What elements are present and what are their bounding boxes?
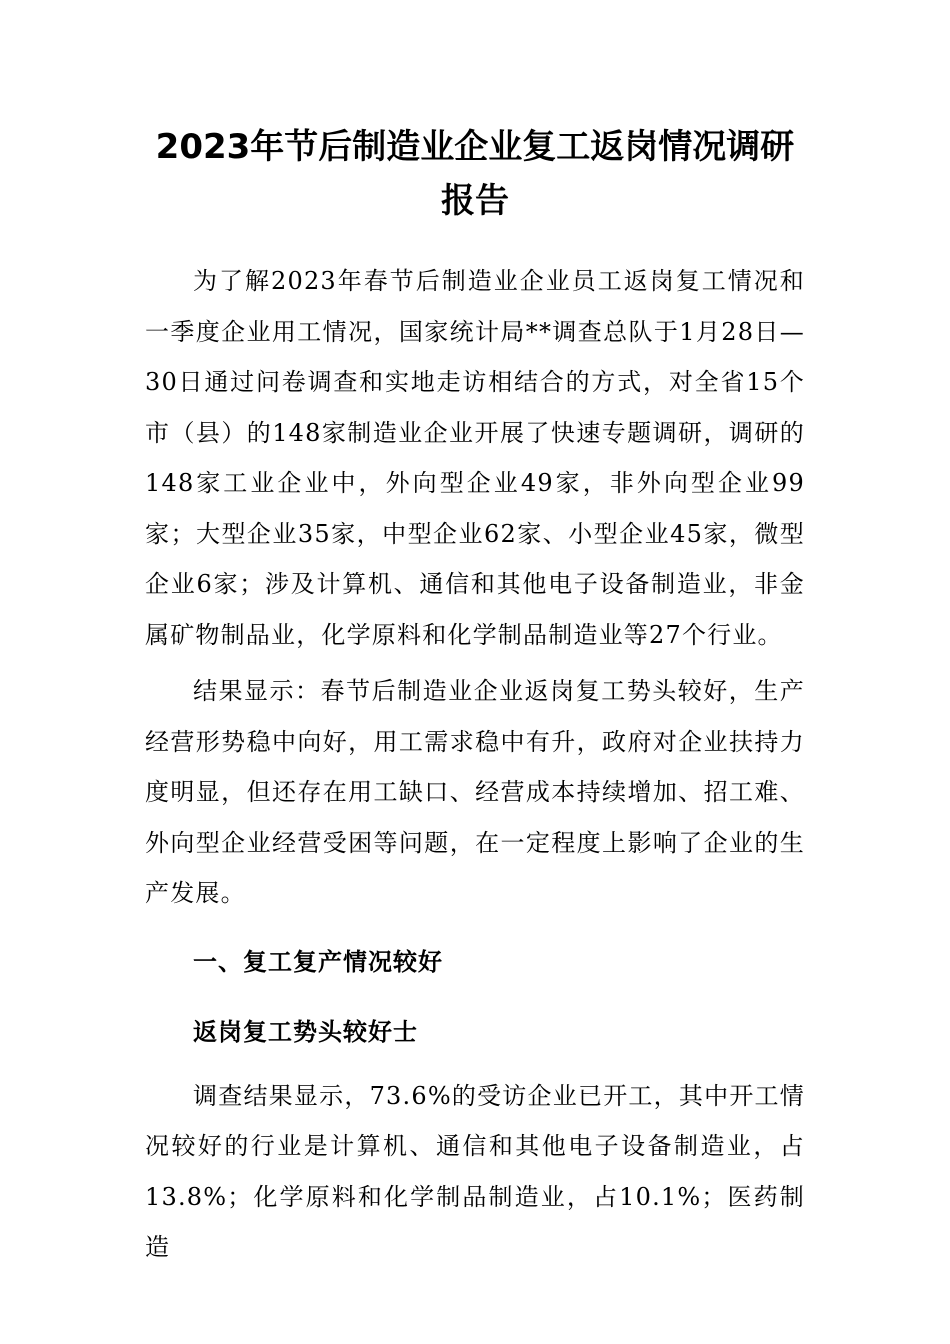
- survey-result-paragraph: 调查结果显示，73.6%的受访企业已开工，其中开工情况较好的行业是计算机、通信和其他电子设备制造业，占13.8%；化学原料和化学制品制造业，占10.1%；医药制造: [145, 1081, 805, 1261]
- summary-paragraph: 结果显示：春节后制造业企业返岗复工势头较好，生产经营形势稳中向好，用工需求稳中有升，政府对企业扶持力度明显，但还存在用工缺口、经营成本持续增加、招工难、外向型企业经营受困等问题，在一定程度上影响了企业的生产发展。: [145, 677, 805, 907]
- intro-paragraph: 为了解2023年春节后制造业企业员工返岗复工情况和一季度企业用工情况，国家统计局**调查总队于1月28日—30日通过问卷调查和实地走访相结合的方式，对全省15个市（县）的148家制造业企业开展了快速专题调研，调研的148家工业企业中，外向型企业49家，非外向型企业99家；大型企业35家，中型企业62家、小型企业45家，微型企业6家；涉及计算机、通信和其他电子设备制造业，非金属矿物制品业，化学原料和化学制品制造业等27个行业。: [145, 267, 805, 649]
- document-title: [145, 120, 805, 228]
- subsection-heading-1: 返岗复工势头较好士: [193, 1017, 418, 1046]
- title-line-1: 2023年节后制造业企业复工返岗情况调研: [155, 127, 795, 167]
- title-line-2: 报告: [441, 181, 509, 221]
- document-page: [145, 120, 805, 1273]
- section-heading-1: 一、复工复产情况较好: [193, 947, 443, 976]
- document-body: [145, 256, 805, 1273]
